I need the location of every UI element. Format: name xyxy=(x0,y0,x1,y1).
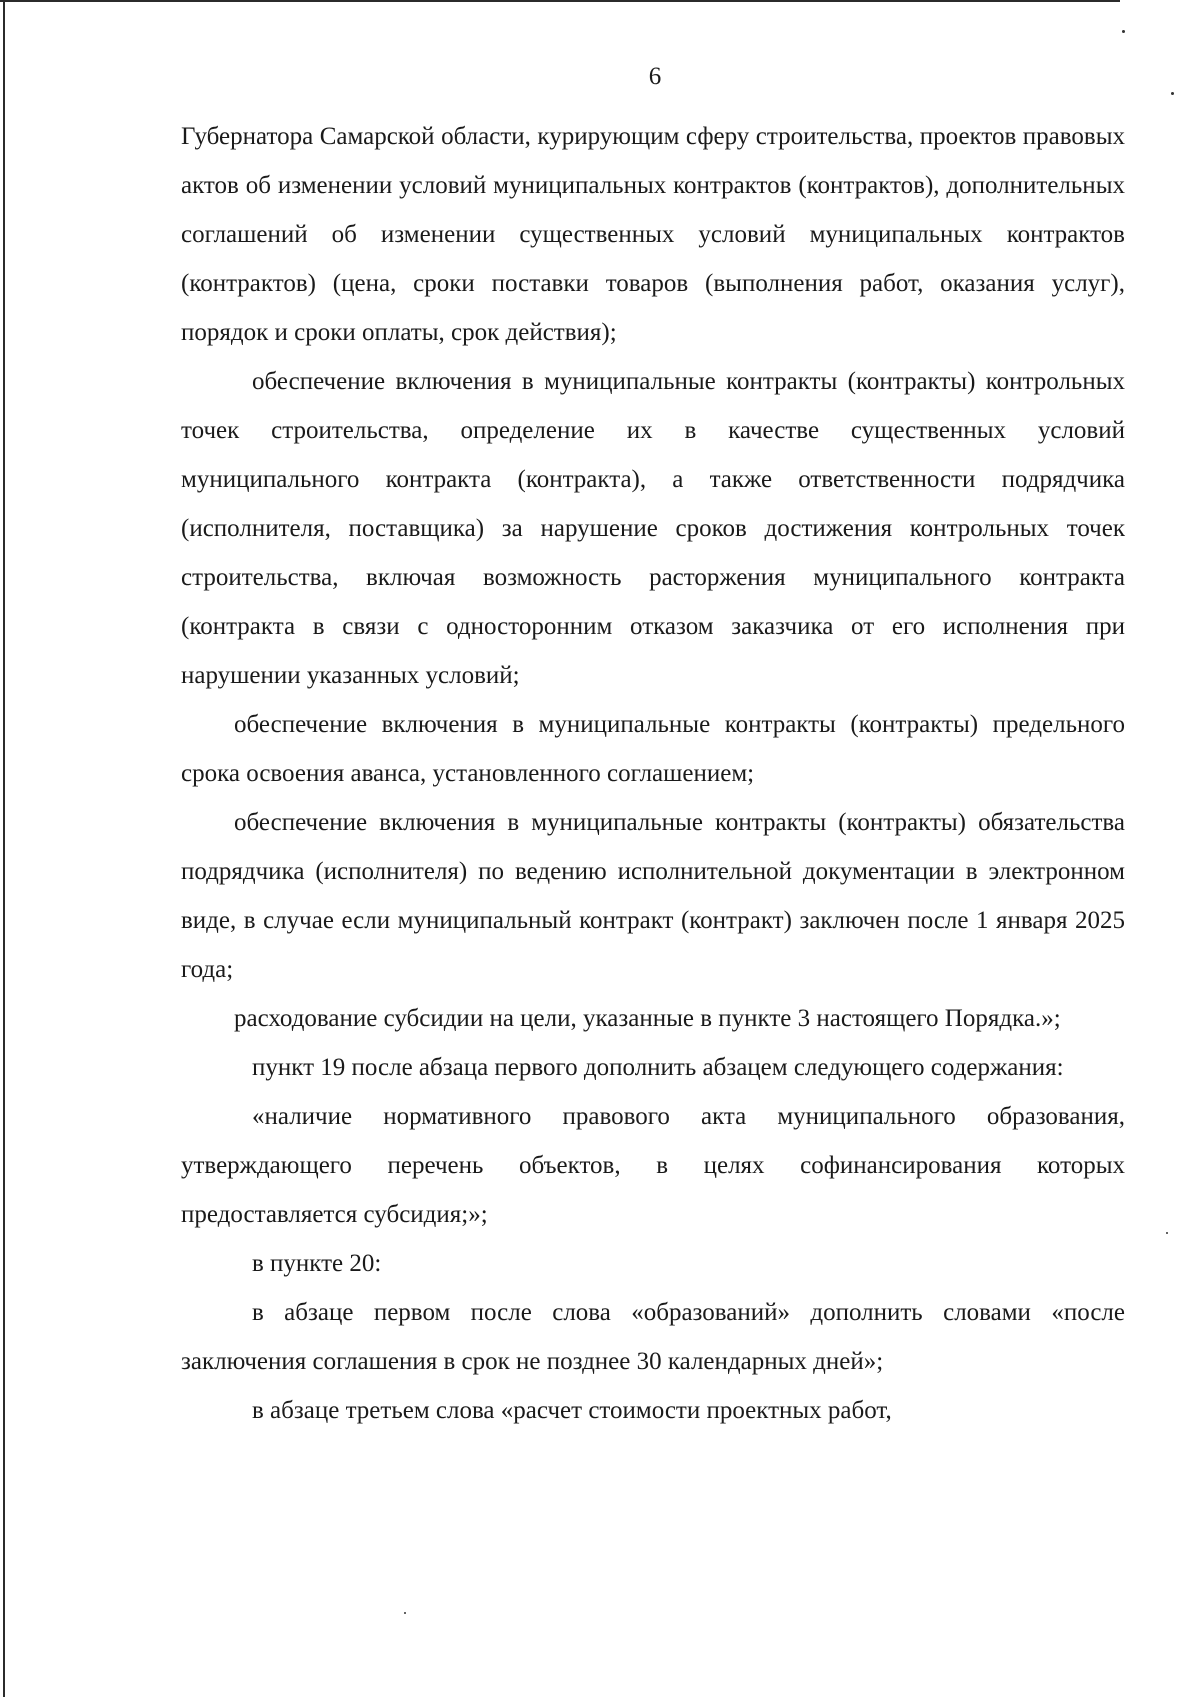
document-body xyxy=(181,112,1125,1435)
scan-speck xyxy=(1122,30,1125,33)
scan-speck xyxy=(1166,1232,1168,1234)
paragraph-5: расходование субсидии на цели, указанные в пункте 3 настоящего Порядка.»; xyxy=(234,1005,1061,1032)
scan-speck xyxy=(1171,92,1174,95)
paragraph-1: Губернатора Самарской области, курирующим сферу строительства, проектов правовых актов об изменении условий муниципальных контрактов (контрактов), дополнительных соглашений об изменении существенных условий муниципальных контрактов (контрактов) (цена, сроки поставки товаров (выполнения работ, оказания услуг), порядок и сроки оплаты, срок действия); xyxy=(181,123,1125,346)
scan-speck xyxy=(404,1612,406,1614)
paragraph-7: «наличие нормативного правового акта муниципального образования, утверждающего перечень объектов, в целях софинансирования которых предоставляется субсидия;»; xyxy=(181,1103,1125,1228)
paragraph-10: в абзаце третьем слова «расчет стоимости проектных работ, xyxy=(252,1397,892,1424)
paragraph-2: обеспечение включения в муниципальные контракты (контракты) контрольных точек строительства, определение их в качестве существенных условий муниципального контракта (контракта), а также ответственности подрядчика (исполнителя, поставщика) за нарушение сроков достижения контрольных точек строительства, включая возможность расторжения муниципального контракта (контракта в связи с односторонним отказом заказчика от его исполнения при нарушении указанных условий; xyxy=(181,368,1125,689)
paragraph-8: в пункте 20: xyxy=(252,1250,382,1277)
scan-left-edge xyxy=(3,0,5,1697)
page-number: 6 xyxy=(648,63,662,90)
paragraph-3: обеспечение включения в муниципальные контракты (контракты) предельного срока освоения аванса, установленного соглашением; xyxy=(181,711,1125,787)
paragraph-6: пункт 19 после абзаца первого дополнить абзацем следующего содержания: xyxy=(252,1054,1064,1081)
paragraph-4: обеспечение включения в муниципальные контракты (контракты) обязательства подрядчика (исполнителя) по ведению исполнительной документации в электронном виде, в случае если муниципальный контракт (контракт) заключен после 1 января 2025 года; xyxy=(181,809,1125,983)
paragraph-9: в абзаце первом после слова «образований» дополнить словами «после заключения соглашения в срок не позднее 30 календарных дней»; xyxy=(181,1299,1125,1375)
scan-top-edge xyxy=(0,0,1120,2)
